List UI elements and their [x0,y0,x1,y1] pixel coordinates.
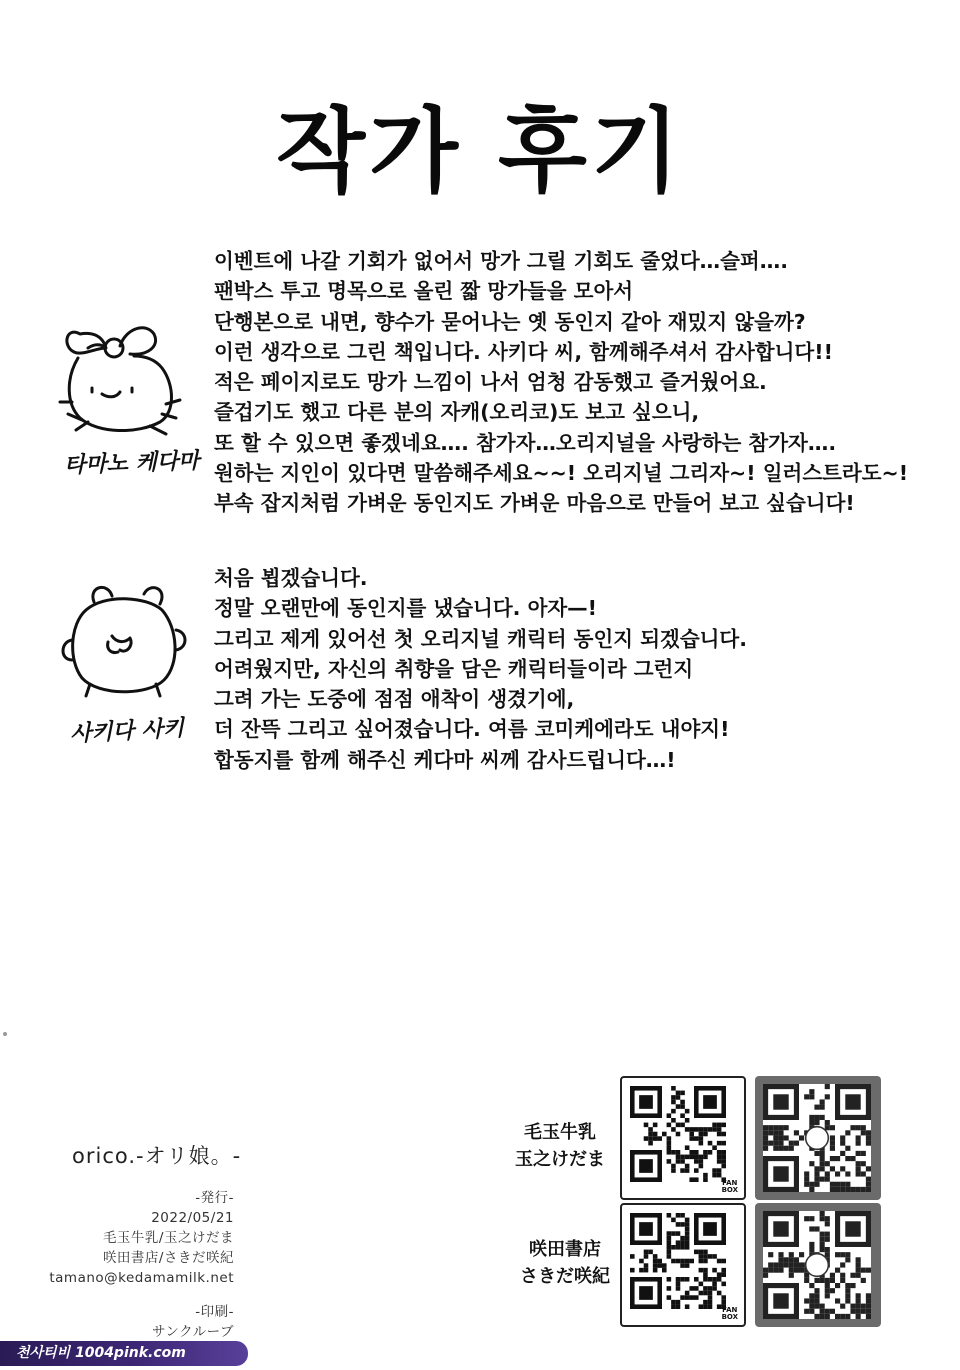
contact-email: tamano@kedamamilk.net [49,1270,234,1286]
fanbox-logo: FAN BOX [721,1306,738,1321]
book-title: orico.-オリ娘。- [72,1144,242,1168]
qr-code-icon [763,1211,871,1319]
author-signature: 사키다 사키 [69,716,185,747]
circle-label-line: さきだ咲紀 [520,1266,610,1287]
qr-code-icon [630,1086,726,1182]
bear-character-icon [60,580,190,700]
publish-date: 2022/05/21 [151,1210,234,1226]
bunny-character-icon [58,318,188,446]
circle-label-line: 玉之けだま [515,1149,605,1170]
text-line: 정말 오랜만에 동인지를 냈습니다. 아자—! [214,596,598,621]
fanbox-qr-code[interactable] [620,1203,746,1327]
text-line: 팬박스 투고 명목으로 올린 짧 망가들을 모아서 [214,279,634,304]
fanbox-logo: FAN BOX [721,1179,738,1194]
page-edge-mark [3,1032,7,1036]
circle-name: 毛玉牛乳/玉之けだま [102,1230,234,1246]
circle-label-line: 咲田書店 [529,1239,601,1260]
twitter-qr-code[interactable] [755,1203,881,1327]
circle-label-line: 毛玉牛乳 [524,1122,596,1143]
twitter-qr-code[interactable] [755,1076,881,1200]
text-line: 그리고 제게 있어선 첫 오리지널 캐릭터 동인지 되겠습니다. [214,626,748,651]
colophon-publisher [49,1188,234,1288]
qr-code-icon [763,1084,871,1192]
circle-name: 咲田書店/さきだ咲紀 [102,1250,234,1266]
watermark-banner: 천사티비 1004pink.com [0,1341,248,1366]
text-line: 적은 페이지로도 망가 느낌이 나서 엄청 감동했고 즐거웠어요. [214,370,767,395]
text-line: 또 할 수 있으면 좋겠네요…. 참가자…오리지널을 사랑하는 참가자…. [214,430,837,455]
colophon-printer [152,1302,234,1342]
text-line: 처음 뵙겠습니다. [214,566,368,590]
text-line: 더 잔뜩 그리고 싶어졌습니다. 여름 코미케에라도 내야지! [214,717,730,742]
text-line: 즐겁기도 했고 다른 분의 자캐(오리코)도 보고 싶으니, [214,400,700,425]
printer-name: サンクルーブ [152,1324,234,1340]
author-signature: 타마노 케다마 [63,448,200,479]
printer-heading: -印刷- [195,1304,234,1320]
text-line: 합동지를 함께 해주신 케다마 씨께 감사드립니다…! [214,747,676,772]
text-line: 어려웠지만, 자신의 취향을 담은 캐릭터들이라 그런지 [214,656,694,681]
page-title: 작가 후기 [276,98,684,205]
text-line: 부속 잡지처럼 가벼운 동인지도 가벼운 마음으로 만들어 보고 싶습니다! [214,491,855,516]
qr-code-icon [630,1213,726,1309]
text-line: 단행본으로 내면, 향수가 묻어나는 옛 동인지 같아 재밌지 않을까? [214,309,806,334]
text-line: 그려 가는 도중에 점점 애착이 생겼기에, [214,687,575,712]
text-line: 이벤트에 나갈 기회가 없어서 망가 그릴 기회도 줄었다…슬퍼…. [214,249,789,273]
publisher-heading: -発行- [195,1190,234,1206]
text-line: 이런 생각으로 그린 책입니다. 사키다 씨, 함께해주셔서 감사합니다!! [214,339,833,364]
text-line: 원하는 지인이 있다면 말씀해주세요~~! 오리지널 그리자~! 일러스트라도~! [214,461,909,486]
afterword-paragraph-2 [214,563,747,775]
fanbox-qr-code[interactable] [620,1076,746,1200]
afterword-paragraph-1 [214,246,908,519]
qr-circle-label-1 [500,1119,620,1173]
qr-circle-label-2 [505,1236,625,1290]
